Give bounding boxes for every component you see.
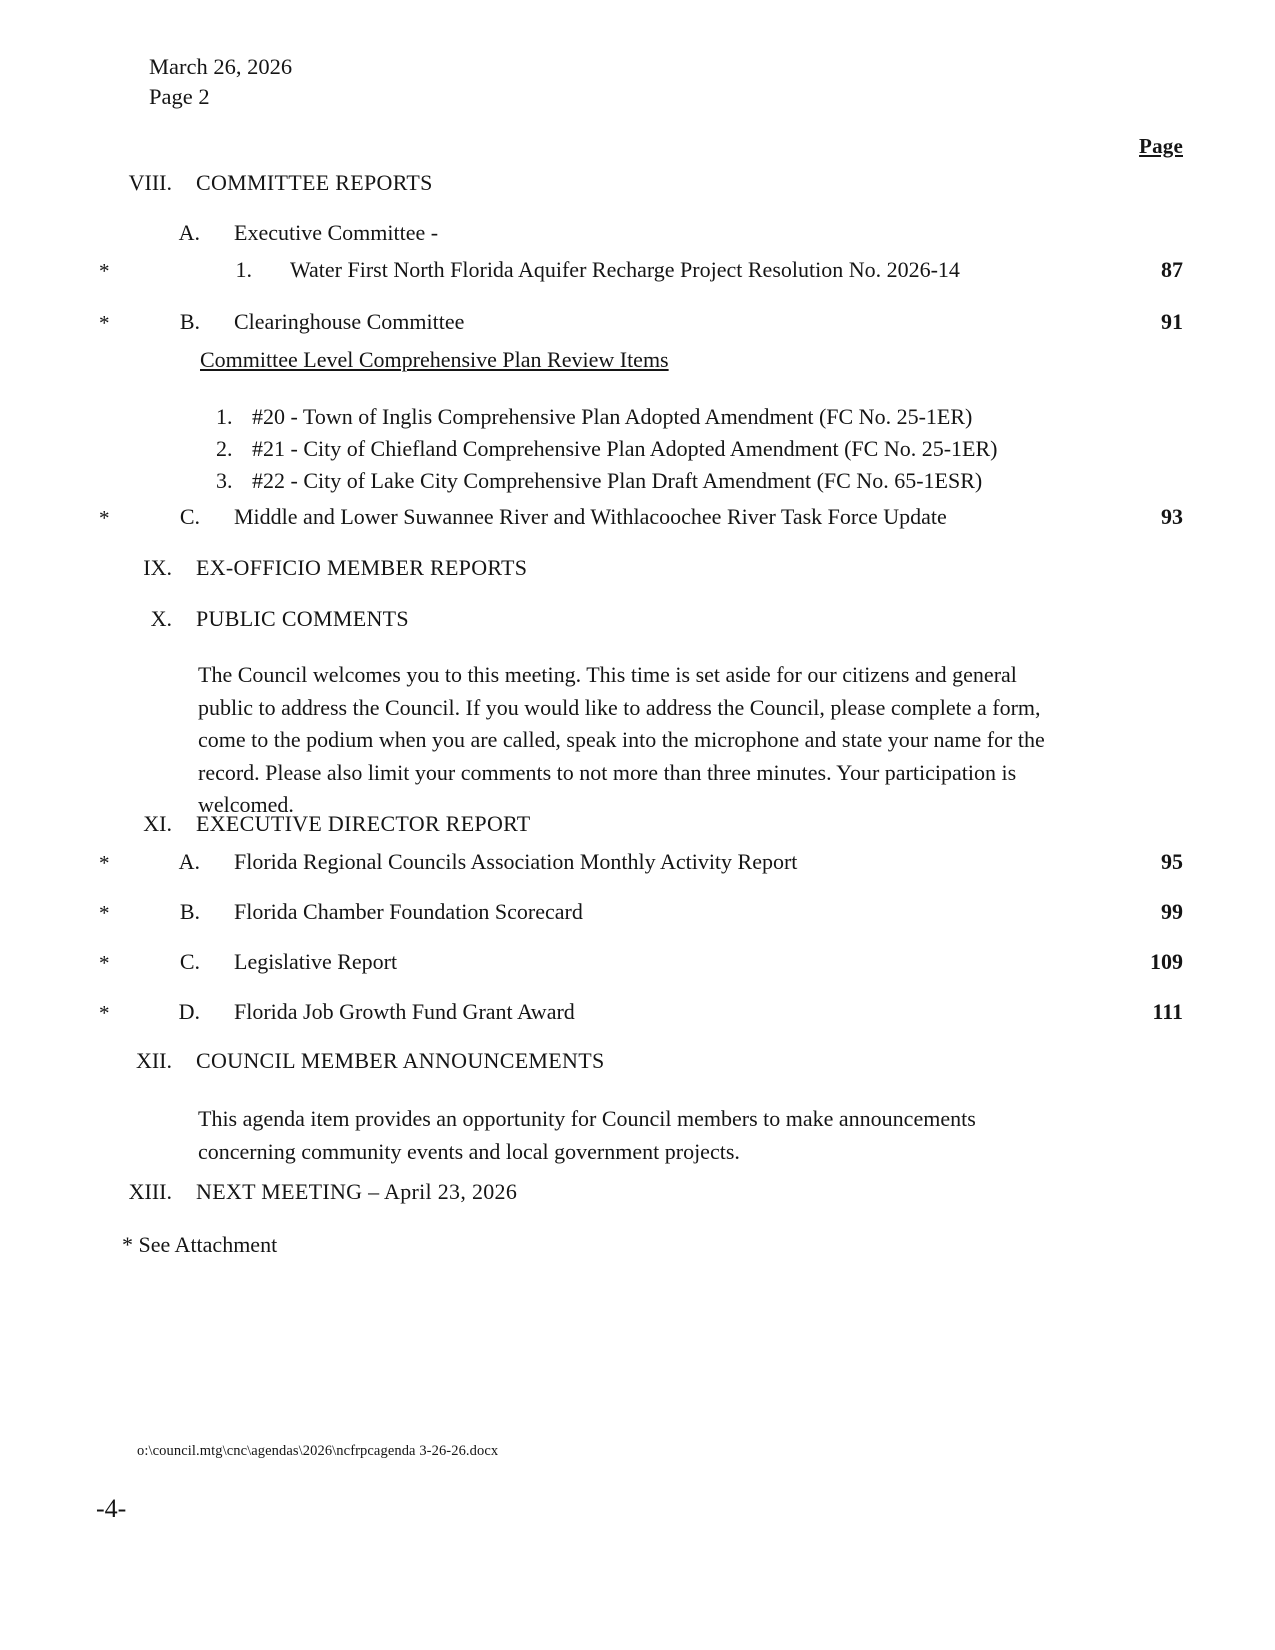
- attachment-asterisk: *: [99, 259, 110, 283]
- council-announcements-paragraph: This agenda item provides an opportunity for Council members to make announcements concerning community events and local government projects.: [198, 1106, 976, 1164]
- subitem-page-viii-a-1: 87: [1161, 257, 1183, 282]
- list-item: [216, 465, 997, 497]
- item-page-viii-c: 93: [1161, 504, 1183, 529]
- attachment-asterisk: *: [99, 1001, 110, 1025]
- section-title-xii: COUNCIL MEMBER ANNOUNCEMENTS: [196, 1048, 605, 1073]
- item-page-xi-a: 95: [1161, 849, 1183, 874]
- section-title-viii: COMMITTEE REPORTS: [196, 170, 433, 195]
- list-item-marker: 1.: [216, 404, 233, 429]
- list-item-label: #21 - City of Chiefland Comprehensive Plan Adopted Amendment (FC No. 25-1ER): [252, 435, 998, 461]
- list-item-label: #20 - Town of Inglis Comprehensive Plan Adopted Amendment (FC No. 25-1ER): [252, 404, 973, 429]
- see-attachment-note: * See Attachment: [122, 1232, 278, 1257]
- item-letter-viii-c: C.: [179, 504, 200, 529]
- item-page-viii-b: 91: [1161, 309, 1183, 334]
- item-title-xi-d: Florida Job Growth Fund Grant Award: [234, 999, 575, 1024]
- item-letter-xi-d: D.: [178, 999, 200, 1024]
- item-title-xi-b: Florida Chamber Foundation Scorecard: [234, 899, 583, 924]
- section-title-xi: EXECUTIVE DIRECTOR REPORT: [196, 811, 531, 836]
- section-numeral-xiii: XIII.: [128, 1179, 172, 1204]
- item-letter-viii-a: A.: [178, 220, 200, 245]
- list-item: [216, 401, 997, 433]
- subheading-review-items-text: Committee Level Comprehensive Plan Review Items: [200, 347, 669, 372]
- section-numeral-viii: VIII.: [128, 170, 172, 195]
- document-file-path: o:\council.mtg\cnc\agendas\2026\ncfrpcagenda 3-26-26.docx: [137, 1443, 499, 1459]
- section-title-xiii: NEXT MEETING – April 23, 2026: [196, 1179, 518, 1204]
- section-title-x: PUBLIC COMMENTS: [196, 606, 409, 631]
- item-title-xi-a: Florida Regional Councils Association Monthly Activity Report: [234, 849, 798, 874]
- list-item: [216, 433, 997, 465]
- review-items-list: [216, 401, 997, 497]
- header-page-label: Page 2: [149, 84, 210, 110]
- document-header: [149, 52, 292, 113]
- attachment-asterisk: *: [99, 951, 110, 975]
- item-letter-xi-b: B.: [179, 899, 200, 924]
- section-numeral-xi: XI.: [143, 811, 172, 836]
- item-page-xi-c: 109: [1150, 949, 1183, 974]
- item-title-viii-a: Executive Committee -: [234, 220, 439, 245]
- item-page-xi-d: 111: [1152, 999, 1183, 1024]
- item-letter-viii-b: B.: [179, 309, 200, 334]
- scan-page-number: -4-: [96, 1494, 127, 1523]
- list-item-marker: 2.: [216, 435, 233, 461]
- list-item-label: #22 - City of Lake City Comprehensive Plan Draft Amendment (FC No. 65-1ESR): [252, 467, 983, 493]
- item-letter-xi-c: C.: [179, 949, 200, 974]
- list-item-marker: 3.: [216, 467, 233, 493]
- item-page-xi-b: 99: [1161, 899, 1183, 924]
- page-column-header: Page: [1139, 134, 1183, 158]
- attachment-asterisk: *: [99, 851, 110, 875]
- section-numeral-x: X.: [150, 606, 172, 631]
- public-comments-paragraph: The Council welcomes you to this meeting. This time is set aside for our citizens and general public to address the Council. If you would like to address the Council, please complete a form, come to the podium when you are called, speak into the microphone and state your name for the record. Please also limit your comments to not more than three minutes. Your participation is welcomed.: [198, 662, 1045, 818]
- subitem-number-viii-a-1: 1.: [235, 257, 252, 282]
- subitem-title-viii-a-1: Water First North Florida Aquifer Recharge Project Resolution No. 2026-14: [290, 257, 960, 282]
- item-title-viii-c: Middle and Lower Suwannee River and Withlacoochee River Task Force Update: [234, 504, 947, 529]
- section-numeral-ix: IX.: [143, 555, 172, 580]
- attachment-asterisk: *: [99, 506, 110, 530]
- section-title-ix: EX-OFFICIO MEMBER REPORTS: [196, 555, 528, 580]
- attachment-asterisk: *: [99, 901, 110, 925]
- item-letter-xi-a: A.: [178, 849, 200, 874]
- attachment-asterisk: *: [99, 311, 110, 335]
- section-numeral-xii: XII.: [135, 1048, 172, 1073]
- item-title-viii-b: Clearinghouse Committee: [234, 309, 465, 334]
- header-date: March 26, 2026: [149, 54, 293, 79]
- item-title-xi-c: Legislative Report: [234, 949, 398, 974]
